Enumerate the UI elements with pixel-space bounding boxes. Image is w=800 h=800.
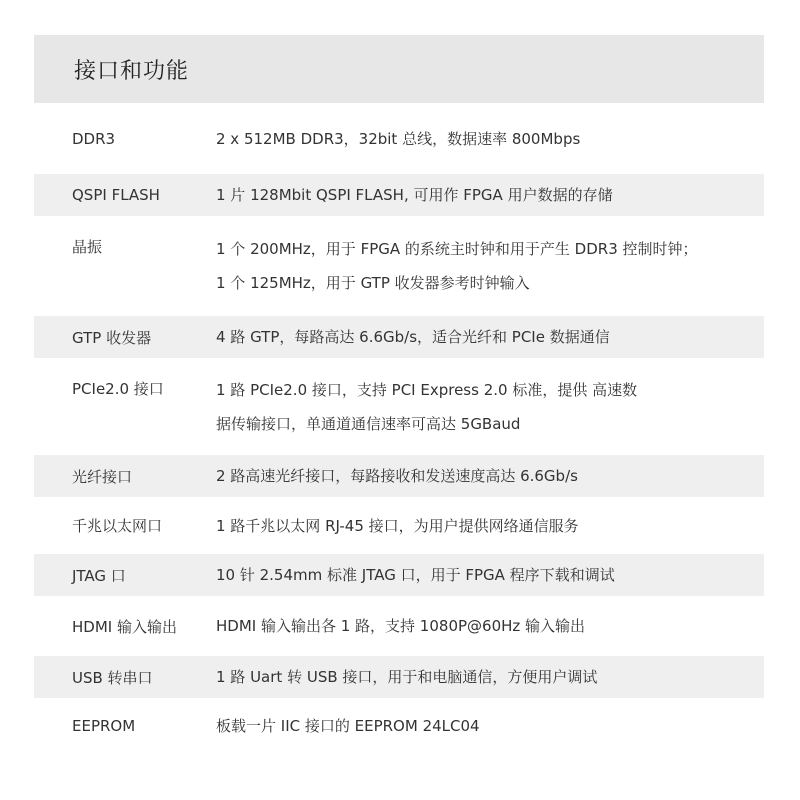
- row-label: PCIe2.0 接口: [72, 380, 164, 398]
- row-label: GTP 收发器: [72, 328, 152, 347]
- row-value-line: 板载一片 IIC 接口的 EEPROM 24LC04: [216, 716, 480, 735]
- row-label: QSPI FLASH: [72, 186, 160, 204]
- row-value: [216, 373, 764, 441]
- row-value-line: 1 路 Uart 转 USB 接口，用于和电脑通信，方便用户调试: [216, 668, 598, 686]
- row-value: [216, 320, 764, 354]
- interface-function-table: [34, 35, 764, 753]
- row-value-line: HDMI 输入输出各 1 路，支持 1080P@60Hz 输入输出: [216, 617, 586, 635]
- row-value-line: 4 路 GTP，每路高达 6.6Gb/s，适合光纤和 PCIe 数据通信: [216, 328, 610, 346]
- row-label: HDMI 输入输出: [72, 617, 177, 636]
- row-value: [216, 232, 764, 300]
- row-value: [216, 122, 764, 156]
- table-row-qspi-flash: [34, 174, 764, 216]
- row-value: [216, 459, 764, 493]
- row-label: DDR3: [72, 129, 116, 148]
- table-row-crystal: [34, 216, 764, 316]
- row-value: [216, 178, 764, 212]
- row-value: [216, 709, 764, 743]
- table-row-jtag: [34, 554, 764, 596]
- row-label: JTAG 口: [72, 566, 126, 585]
- table-row-pcie: [34, 358, 764, 455]
- row-label: 晶振: [72, 238, 103, 256]
- row-value-line: 1 个 200MHz，用于 FPGA 的系统主时钟和用于产生 DDR3 控制时钟；: [216, 240, 698, 258]
- table-row-fiber: [34, 455, 764, 497]
- row-value-line: 1 路 PCIe2.0 接口，支持 PCI Express 2.0 标准，提供 高速数: [216, 380, 638, 399]
- row-value-line: 2 路高速光纤接口，每路接收和发送速度高达 6.6Gb/s: [216, 467, 578, 485]
- row-label: EEPROM: [72, 716, 136, 735]
- row-value: [216, 509, 764, 543]
- table-row-eeprom: [34, 698, 764, 753]
- table-row-ddr3: [34, 103, 764, 174]
- row-value-line: 据传输接口，单通道通信速率可高达 5GBaud: [216, 414, 521, 433]
- table-header: [34, 35, 764, 103]
- row-value-line: 2 x 512MB DDR3，32bit 总线，数据速率 800Mbps: [216, 129, 581, 148]
- table-row-hdmi: [34, 596, 764, 656]
- row-value-line: 1 片 128Mbit QSPI FLASH, 可用作 FPGA 用户数据的存储: [216, 186, 613, 204]
- row-label: 千兆以太网口: [72, 517, 163, 535]
- row-value-line: 10 针 2.54mm 标准 JTAG 口，用于 FPGA 程序下载和调试: [216, 566, 615, 584]
- table-row-gtp: [34, 316, 764, 358]
- row-value-line: 1 个 125MHz，用于 GTP 收发器参考时钟输入: [216, 274, 530, 292]
- table-title: 接口和功能: [74, 58, 190, 84]
- table-row-ethernet: [34, 497, 764, 554]
- row-value: [216, 660, 764, 694]
- row-value: [216, 609, 764, 643]
- table-row-usb-uart: [34, 656, 764, 698]
- row-label: USB 转串口: [72, 668, 153, 687]
- row-value: [216, 558, 764, 592]
- row-value-line: 1 路千兆以太网 RJ-45 接口，为用户提供网络通信服务: [216, 516, 579, 535]
- row-label: 光纤接口: [72, 467, 133, 486]
